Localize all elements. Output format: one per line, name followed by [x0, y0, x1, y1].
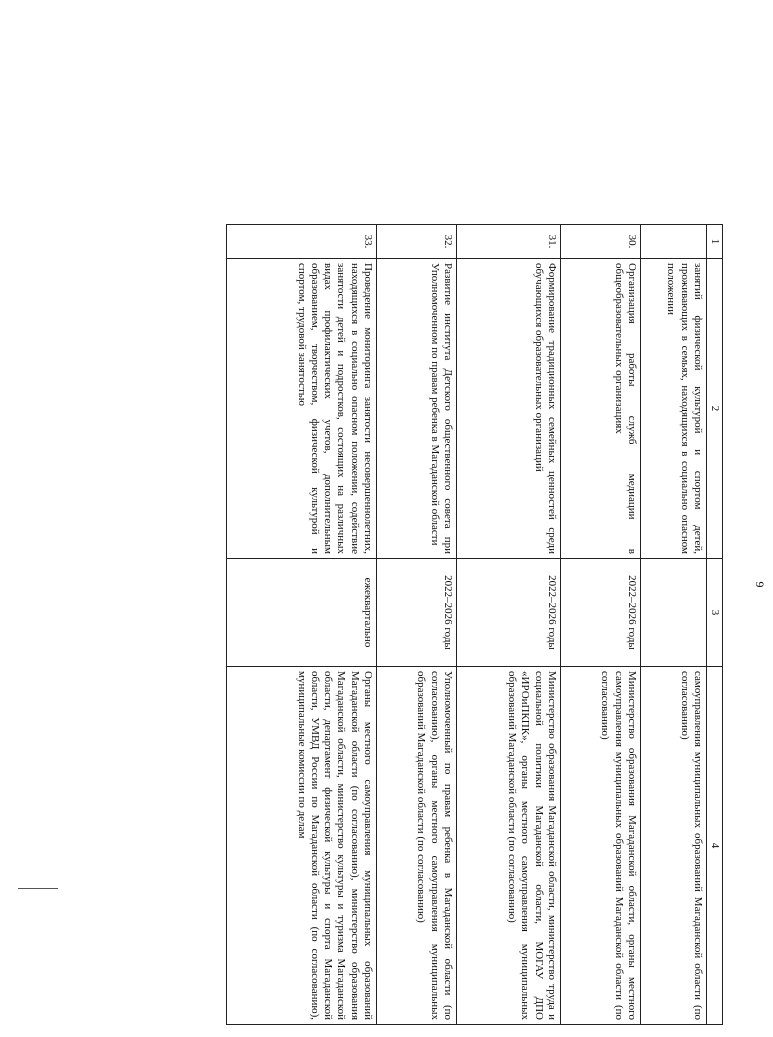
scan-edge-mark — [18, 888, 58, 889]
measure-cell: Формирование традиционных семейных ценностей среди обучающихся образовательных организаций — [456, 259, 560, 559]
page-number: 9 — [753, 581, 767, 588]
row-number: 30. — [560, 225, 640, 259]
period-cell: 2022–2026 годы — [560, 559, 640, 667]
measure-cell: Развитие института Детского общественного совета при Уполномоченном по правам ребенка в Магаданской области — [376, 259, 456, 559]
row-number: 32. — [376, 225, 456, 259]
executors-cell: самоуправления муниципальных образований Магаданской области (по согласованию) — [640, 667, 706, 1025]
executors-cell: Министерство образования Магаданской области, органы местного самоуправления муниципальных образований Магаданской области (по согласованию) — [560, 667, 640, 1025]
row-number: 31. — [456, 225, 560, 259]
col-header-4: 4 — [706, 667, 722, 1025]
executors-cell: Министерство образования Магаданской области, министерство труда и социальной политики Магаданской области, МОГАУ ДПО «ИРОиПКПК», органы местного самоуправления муниципальных образований Магаданской области (по согласованию) — [456, 667, 560, 1025]
table-row — [376, 225, 456, 1025]
period-cell: ежеквартально — [226, 559, 376, 667]
period-cell: 2022–2026 годы — [456, 559, 560, 667]
row-number: 33. — [226, 225, 376, 259]
col-header-2: 2 — [706, 259, 722, 559]
executors-cell: Уполномоченный по правам ребенка в Магаданской области (по согласованию), органы местного самоуправления муниципальных образований Магаданской области (по согласованию) — [376, 667, 456, 1025]
measure-cell: Проведение мониторинга занятости несовершеннолетних, находящихся в социально опасном положении, содействие занятости детей и подростков, состоящих на различных видах профилактических учетов, дополнительным образованием, творчеством, физической культурой и спортом, трудовой занятостью — [226, 259, 376, 559]
measure-cell: Организация работы служб медиации в общеобразовательных организациях — [560, 259, 640, 559]
measures-table — [226, 224, 723, 1025]
table-row — [456, 225, 560, 1025]
header-row — [706, 225, 722, 1025]
table-row — [226, 225, 376, 1025]
table-row — [560, 225, 640, 1025]
period-cell — [640, 559, 706, 667]
executors-cell: Органы местного самоуправления муниципальных образований Магаданской области (по согласованию), министерство образования Магаданской области, министерство культуры и туризма Магаданской области, департамент физической культуры и спорта Магаданской области, УМВД России по Магаданской области (по согласованию), муниципальные комиссии по делам — [226, 667, 376, 1025]
rotated-page — [133, 132, 773, 1037]
col-header-1: 1 — [706, 225, 722, 259]
row-number — [640, 225, 706, 259]
col-header-3: 3 — [706, 559, 722, 667]
period-cell: 2022–2026 годы — [376, 559, 456, 667]
measure-cell: занятий физической культурой и спортом детей, проживающих в семьях, находящихся в социально опасном положении — [640, 259, 706, 559]
table-row — [640, 225, 706, 1025]
